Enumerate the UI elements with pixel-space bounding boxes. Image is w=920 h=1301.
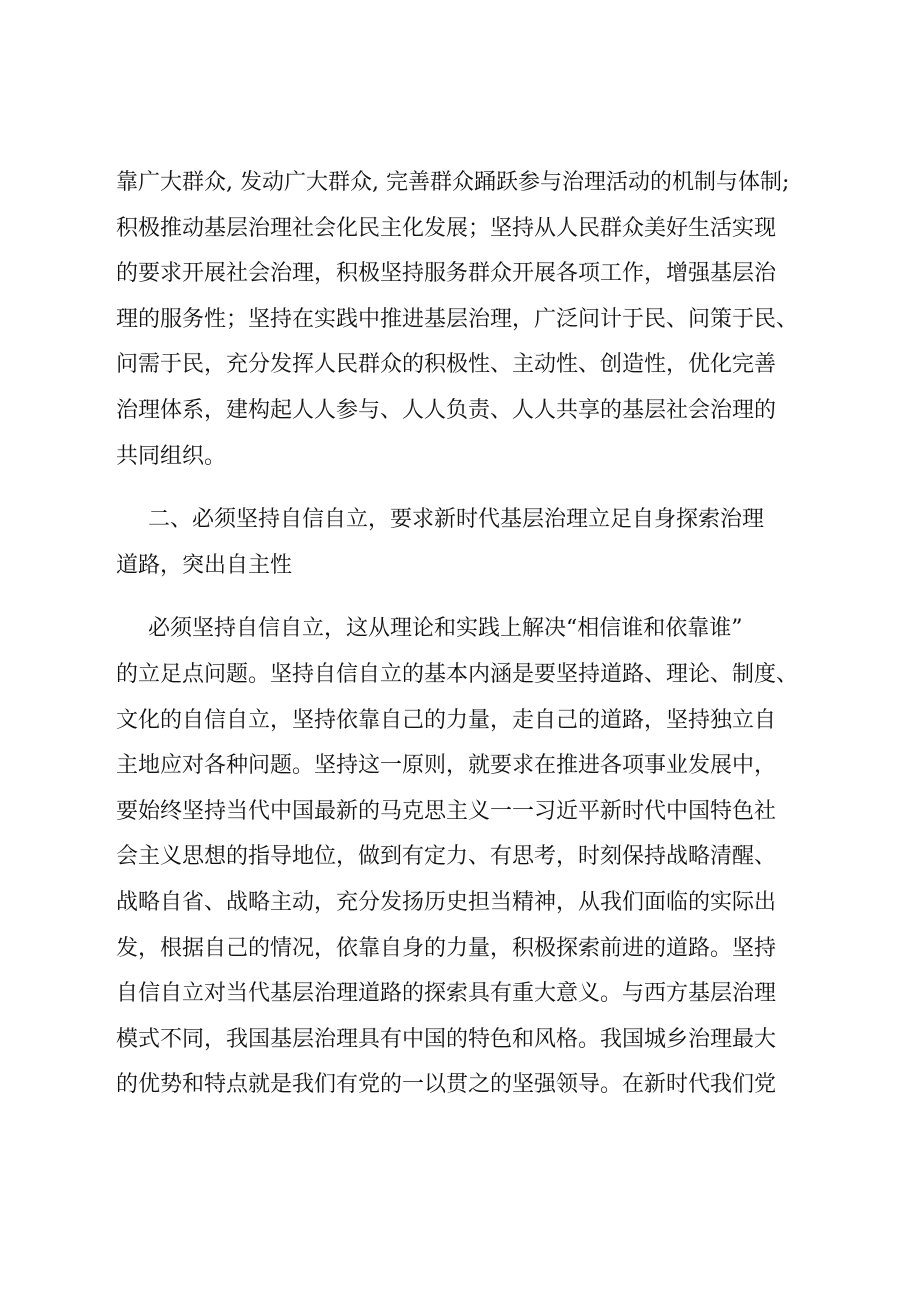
heading-line: 道路，突出自主性	[116, 552, 293, 578]
paragraph-1	[116, 160, 821, 479]
heading-line: 二、必须坚持自信自立，要求新时代基层治理立足自身探索治理	[148, 507, 765, 533]
paragraph-line: 必须坚持自信自立，这从理论和实践上解决“相信谁和依靠谁”	[148, 616, 743, 642]
paragraph-line: 共同组织。	[116, 443, 227, 469]
paragraph-line: 理的服务性；坚持在实践中推进基层治理，广泛问计于民、问策于民、	[116, 306, 799, 332]
paragraph-line: 问需于民，充分发挥人民群众的积极性、主动性、创造性，优化完善	[116, 352, 777, 378]
paragraph-line: 主地应对各种问题。坚持这一原则，就要求在推进各项事业发展中，	[116, 753, 777, 779]
paragraph-line: 要始终坚持当代中国最新的马克思主义一一习近平新时代中国特色社	[116, 798, 777, 824]
paragraph-line: 的立足点问题。坚持自信自立的基本内涵是要坚持道路、理论、制度、	[116, 661, 799, 687]
paragraph-gap	[116, 588, 821, 606]
paragraph-gap	[116, 479, 821, 497]
paragraph-line: 战略自省、战略主动，充分发扬历史担当精神，从我们面临的实际出	[116, 889, 777, 915]
paragraph-line: 的优势和特点就是我们有党的一以贯之的坚强领导。在新时代我们党	[116, 1072, 777, 1098]
paragraph-line: 靠广大群众, 发动广大群众, 完善群众踊跃参与治理活动的机制与体制;	[116, 170, 790, 195]
document-body	[116, 160, 821, 1108]
paragraph-line: 会主义思想的指导地位，做到有定力、有思考，时刻保持战略清醒、	[116, 844, 777, 870]
section-heading-2	[116, 497, 821, 588]
paragraph-line: 自信自立对当代基层治理道路的探索具有重大意义。与西方基层治理	[116, 981, 777, 1007]
paragraph-2	[116, 606, 821, 1108]
paragraph-line: 的要求开展社会治理，积极坚持服务群众开展各项工作，增强基层治	[116, 261, 777, 287]
paragraph-line: 文化的自信自立，坚持依靠自己的力量，走自己的道路，坚持独立自	[116, 707, 777, 733]
paragraph-line: 发，根据自己的情况，依靠自身的力量，积极探索前进的道路。坚持	[116, 935, 777, 961]
paragraph-line: 积极推动基层治理社会化民主化发展；坚持从人民群众美好生活实现	[116, 215, 777, 241]
paragraph-line: 模式不同，我国基层治理具有中国的特色和风格。我国城乡治理最大	[116, 1026, 777, 1052]
paragraph-line: 治理体系，建构起人人参与、人人负责、人人共享的基层社会治理的	[116, 397, 777, 423]
